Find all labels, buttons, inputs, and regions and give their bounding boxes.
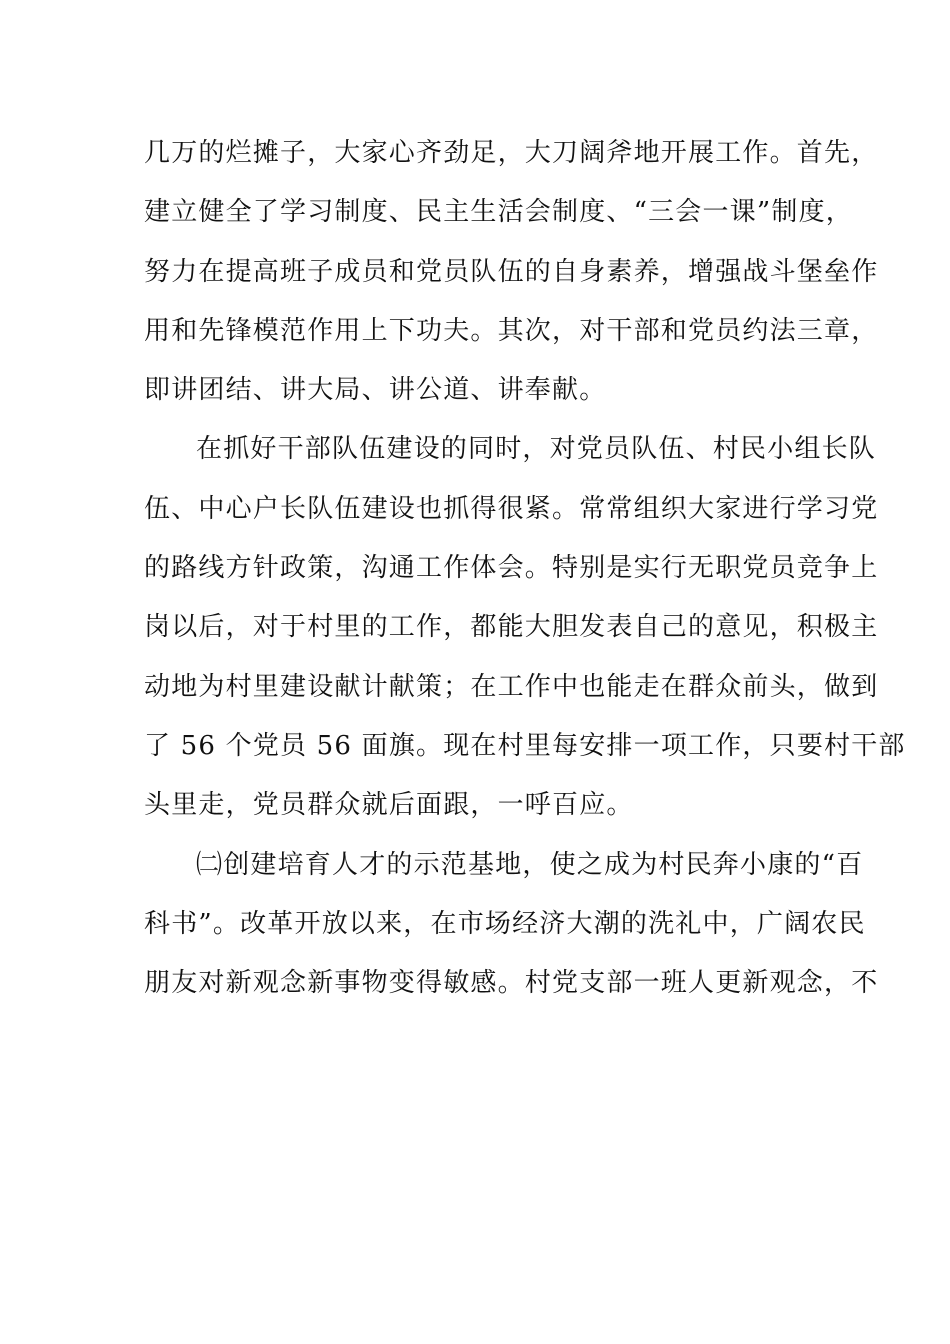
text-line: 几万的烂摊子，大家心齐劲足，大刀阔斧地开展工作。首先， [144, 138, 879, 168]
text-line: 用和先锋模范作用上下功夫。其次，对干部和党员约法三章， [144, 315, 879, 346]
body-text [144, 124, 906, 1013]
text-line: 岗以后，对于村里的工作，都能大胆发表自己的意见，积极主 [144, 612, 879, 643]
text-line: 头里走，党员群众就后面跟，一呼百应。 [144, 790, 634, 821]
text-line: 的路线方针政策，沟通工作体会。特别是实行无职党员竞争上 [144, 553, 879, 584]
text-line: 科书”。改革开放以来，在市场经济大潮的洗礼中，广阔农民 [144, 908, 866, 939]
paragraph-first-line: 在抓好干部队伍建设的同时，对党员队伍、村民小组长队 [196, 434, 877, 465]
text-line: 朋友对新观念新事物变得敏感。村党支部一班人更新观念，不 [144, 968, 879, 999]
text-line: 伍、中心户长队伍建设也抓得很紧。常常组织大家进行学习党 [144, 493, 879, 524]
text-line: 努力在提高班子成员和党员队伍的自身素养，增强战斗堡垒作 [144, 256, 879, 287]
text-line: 建立健全了学习制度、民主生活会制度、“三会一课”制度， [144, 197, 853, 228]
section-heading-line: ㈡创建培育人才的示范基地，使之成为村民奔小康的“百 [196, 849, 864, 880]
text-line: 动地为村里建设献计献策；在工作中也能走在群众前头，做到 [144, 671, 879, 702]
text-line: 了 56 个党员 56 面旗。现在村里每安排一项工作，只要村干部 [144, 730, 906, 761]
text-line: 即讲团结、讲大局、讲公道、讲奉献。 [144, 375, 607, 406]
